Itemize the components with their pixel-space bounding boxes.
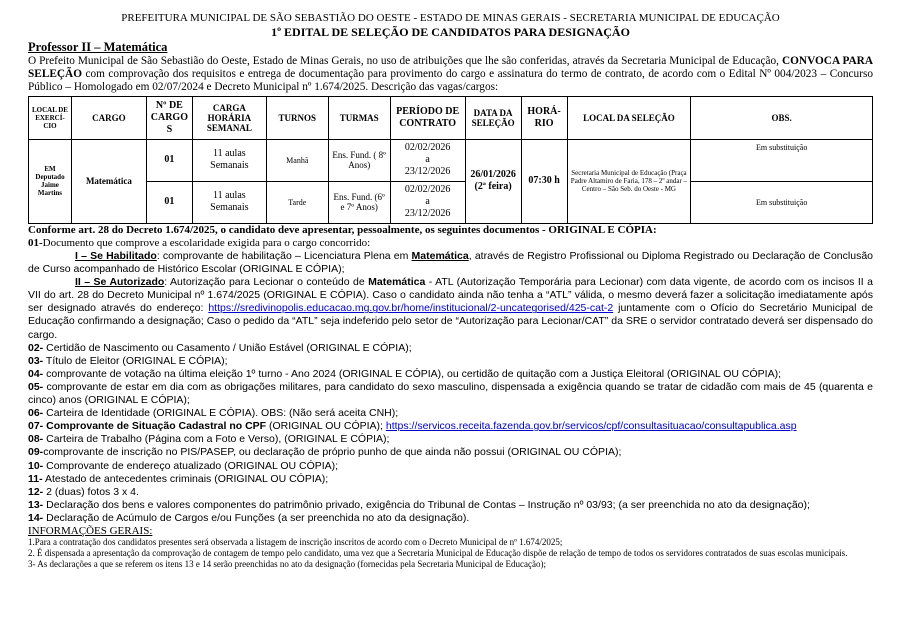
list-item-text: Título de Eleitor (ORIGINAL E CÓPIA); [43,354,228,367]
list-item [28,433,873,446]
header-line-2: 1º EDITAL DE SELEÇÃO DE CANDIDATOS PARA DESIGNAÇÃO [271,25,630,39]
list-item-text: Atestado de antecedentes criminais (ORIGINAL OU CÓPIA); [42,472,329,485]
header-data: DATA DA SELEÇÃO [465,96,521,139]
list-item-text: Certidão de Nascimento ou Casamento / União Estável (ORIGINAL E CÓPIA); [43,341,412,354]
vacancies-table [28,96,873,224]
cell-local-selecao: Secretaria Municipal de Educação (Praça Padre Altamiro de Faria, 178 – 2º andar – Centro – São Seb. do Oeste - MG [567,139,691,223]
list-item [28,512,873,525]
header-local: LOCAL DE EXERCÍ-CIO [29,96,72,139]
list-item [28,368,873,381]
doc-item-01-num: 01- [28,236,43,249]
header-periodo: PERÍODO DE CONTRATO [390,96,465,139]
cell-carga: 11 aulas Semanais [192,139,266,181]
autorizado-bold: Matemática [368,276,426,289]
autorizado-label: II – Se Autorizado [75,276,165,289]
cpf-link[interactable]: https://servicos.receita.fazenda.gov.br/servicos/cpf/consultasituacao/consultapublica.asp [385,420,797,433]
list-item-num: 10- [28,459,44,472]
data-selecao: 26/01/2026 [470,169,516,181]
cell-horario: 07:30 h [521,139,567,223]
list-item-num: 03- [28,354,44,367]
table-header-row [29,96,873,139]
periodo-inicio: 02/02/2026 [404,184,451,196]
intro-text-1: O Prefeito Municipal de São Sebastião do Oeste, Estado de Minas Gerais, no uso de atribuições que lhe são conferidas, através da Secretaria Municipal de Educação, [28,55,782,67]
info-title: INFORMAÇÕES GERAIS: [28,524,153,537]
intro-bold: CONVOCA PARA SELEÇÃO [28,55,873,81]
list-item [28,407,873,420]
header-turmas: TURMAS [328,96,390,139]
doc-item-01 [28,237,873,250]
doc-items-list [28,342,873,525]
cell-obs: Em substituição [691,181,873,223]
doc-item-01-text: Documento que comprove a escolaridade exigida para o cargo concorrido: [42,236,371,249]
autorizado-text-a: : Autorização para Lecionar o conteúdo de [164,276,369,289]
cell-n-cargos: 01 [146,139,192,181]
list-item-text: 2 (duas) fotos 3 x 4. [43,485,139,498]
header-carga: CARGA HORÁRIA SEMANAL [192,96,266,139]
list-item-num: 07- [28,420,44,433]
cell-n-cargos: 01 [146,181,192,223]
list-item-num: 13- [28,498,44,511]
list-item-num: 05- [28,380,44,393]
list-item-text: Carteira de Trabalho (Página com a Foto e Verso), (ORIGINAL E CÓPIA); [43,433,390,446]
list-item-num: 12- [28,485,44,498]
list-item [28,486,873,499]
list-item-num: 14- [28,511,44,524]
periodo-inicio: 02/02/2026 [404,142,451,154]
cell-turmas: Ens. Fund. ( 8º Anos) [328,139,390,181]
habilitado-label: I – Se Habilitado [75,250,157,263]
periodo-fim: 23/12/2026 [404,208,451,220]
list-item-num: 06- [28,407,44,420]
autorizado-text-b: - ATL (Autorização Temporária para Lecionar) com data vigente, de acordo com os incisos II a VII do art. 28 do Decreto Municipal nº 1.674/2025 (ORIGINAL E CÓPIA). Caso o candidato ainda não tenha a “ATL” válida, o mesmo deverá fazer a solicitação imediatamente após ser designado através do endereço: [28,276,873,315]
dia-semana: (2ª feira) [474,181,512,193]
list-item-text: Comprovante de endereço atualizado (ORIGINAL OU CÓPIA); [43,459,339,472]
list-item-num: 08- [28,433,44,446]
list-item-text: comprovante de votação na última eleição 1º turno - Ano 2024 (ORIGINAL E CÓPIA), ou certidão de quitação com a Justiça Eleitoral (ORIGINAL OU CÓPIA); [43,367,781,380]
periodo-a: a [425,196,430,208]
cell-turno: Manhã [266,139,328,181]
periodo-a: a [425,154,430,166]
list-item [28,381,873,407]
periodo-fim: 23/12/2026 [404,166,451,178]
header-n-cargos: Nº DE CARGO S [146,96,192,139]
header-local-selecao: LOCAL DA SELEÇÃO [567,96,691,139]
autorizado-text-c: juntamente com o Ofício do Secretário Municipal de Educação confirmando a designação; Caso o pedido da “ATL” seja indeferido pelo setor de “Autorização para Lecionar/CAT” da SRE o servidor contratado deverá ser dispensado do cargo. [28,302,873,341]
list-item-num: 02- [28,341,44,354]
header-cargo: CARGO [71,96,146,139]
list-item [28,420,873,433]
list-item-text: comprovante de estar em dia com as obrigações militares, para candidato do sexo masculino, dispensada a exigência quando se tratar de cidadão com mais de 45 (quarenta e cinco) anos (ORIGINAL E CÓPIA); [28,380,873,407]
info-item: 2. É dispensada a apresentação da comprovação de contagem de tempo pelo candidato, uma vez que a Secretaria Municipal de Educação dispõe de relação de tempo de todos os servidores contratados de suas escolas municipais. [28,547,848,558]
table-row [29,139,873,181]
list-item [28,355,873,368]
list-item-num: 09- [28,446,44,459]
habilitado-text-b: , através de Registro Profissional ou Diploma Registrado ou Declaração de Conclusão de Curso acompanhado de Histórico Escolar (ORIGINAL E CÓPIA); [28,250,873,276]
header-turnos: TURNOS [266,96,328,139]
cell-data-selecao [465,139,521,223]
header-line-1: PREFEITURA MUNICIPAL DE SÃO SEBASTIÃO DO OESTE - ESTADO DE MINAS GERAIS - SECRETARIA MUNICIPAL DE EDUCAÇÃO [121,12,780,24]
info-item: 3- As declarações a que se referem os itens 13 e 14 serão preenchidas no ato da designação (fornecidas pela Secretaria Municipal de Educação); [28,558,547,569]
role-title: Professor II – Matemática [28,40,168,54]
cpf-label: Comprovante de Situação Cadastral no CPF [43,420,267,433]
header-obs: OBS. [691,96,873,139]
info-item: 1.Para a contratação dos candidatos presentes será observada a listagem de inscrição inscritos de acordo com o Decreto Municipal de nº 1.674/2025; [28,536,563,547]
list-item-text: Declaração dos bens e valores componentes do patrimônio privado, exigência do Tribunal de Contas – Instrução nº 03/93; (a ser preenchida no ato da designação); [43,498,810,511]
cell-periodo [390,139,465,181]
habilitado-bold: Matemática [411,250,469,263]
header-hora: HORÁ-RIO [521,96,567,139]
list-item [28,473,873,486]
list-item [28,499,873,512]
intro-paragraph [28,55,873,95]
list-item-text: Carteira de Identidade (ORIGINAL E CÓPIA). OBS: (Não será aceita CNH); [43,407,399,420]
atl-link[interactable]: https://sredivinopolis.educacao.mg.gov.br/home/institucional/2-uncategorised/425-cat-2 [208,302,614,315]
intro-text-2: com comprovação dos requisitos e entrega de documentação para provimento do cargo e assinatura do termo de contrato, de acordo com o Edital Nº 004/2023 – Concurso Público – Homologado em 02/07/2024 e Decreto Municipal nº 1.674/2025. Descrição das vagas/cargos: [28,68,873,94]
habilitado-text-a: : comprovante de habilitação – Licenciatura Plena em [156,250,412,263]
autorizado-paragraph [28,276,873,341]
cell-local: EM Deputado Jaime Martins [29,139,72,223]
list-item-num: 11- [28,472,43,485]
list-item-text: (ORIGINAL OU CÓPIA); [266,420,386,433]
cell-carga: 11 aulas Semanais [192,181,266,223]
cell-cargo: Matemática [71,139,146,223]
document-page [28,12,873,570]
list-item-text: Declaração de Acúmulo de Cargos e/ou Funções (a ser preenchida no ato da designação). [43,511,470,524]
docs-title: Conforme art. 28 do Decreto 1.674/2025, o candidato deve apresentar, pessoalmente, os seguintes documentos - ORIGINAL E CÓPIA: [28,223,657,236]
habilitado-paragraph [28,250,873,276]
cell-obs: Em substituição [691,139,873,181]
cell-turmas: Ens. Fund. (6º e 7º Anos) [328,181,390,223]
list-item-text: comprovante de inscrição no PIS/PASEP, ou declaração de próprio punho de que ainda não possui (ORIGINAL OU CÓPIA); [43,446,622,459]
table-row [29,181,873,223]
list-item [28,446,873,459]
list-item [28,342,873,355]
cell-turno: Tarde [266,181,328,223]
cell-periodo [390,181,465,223]
list-item [28,460,873,473]
list-item-num: 04- [28,367,44,380]
